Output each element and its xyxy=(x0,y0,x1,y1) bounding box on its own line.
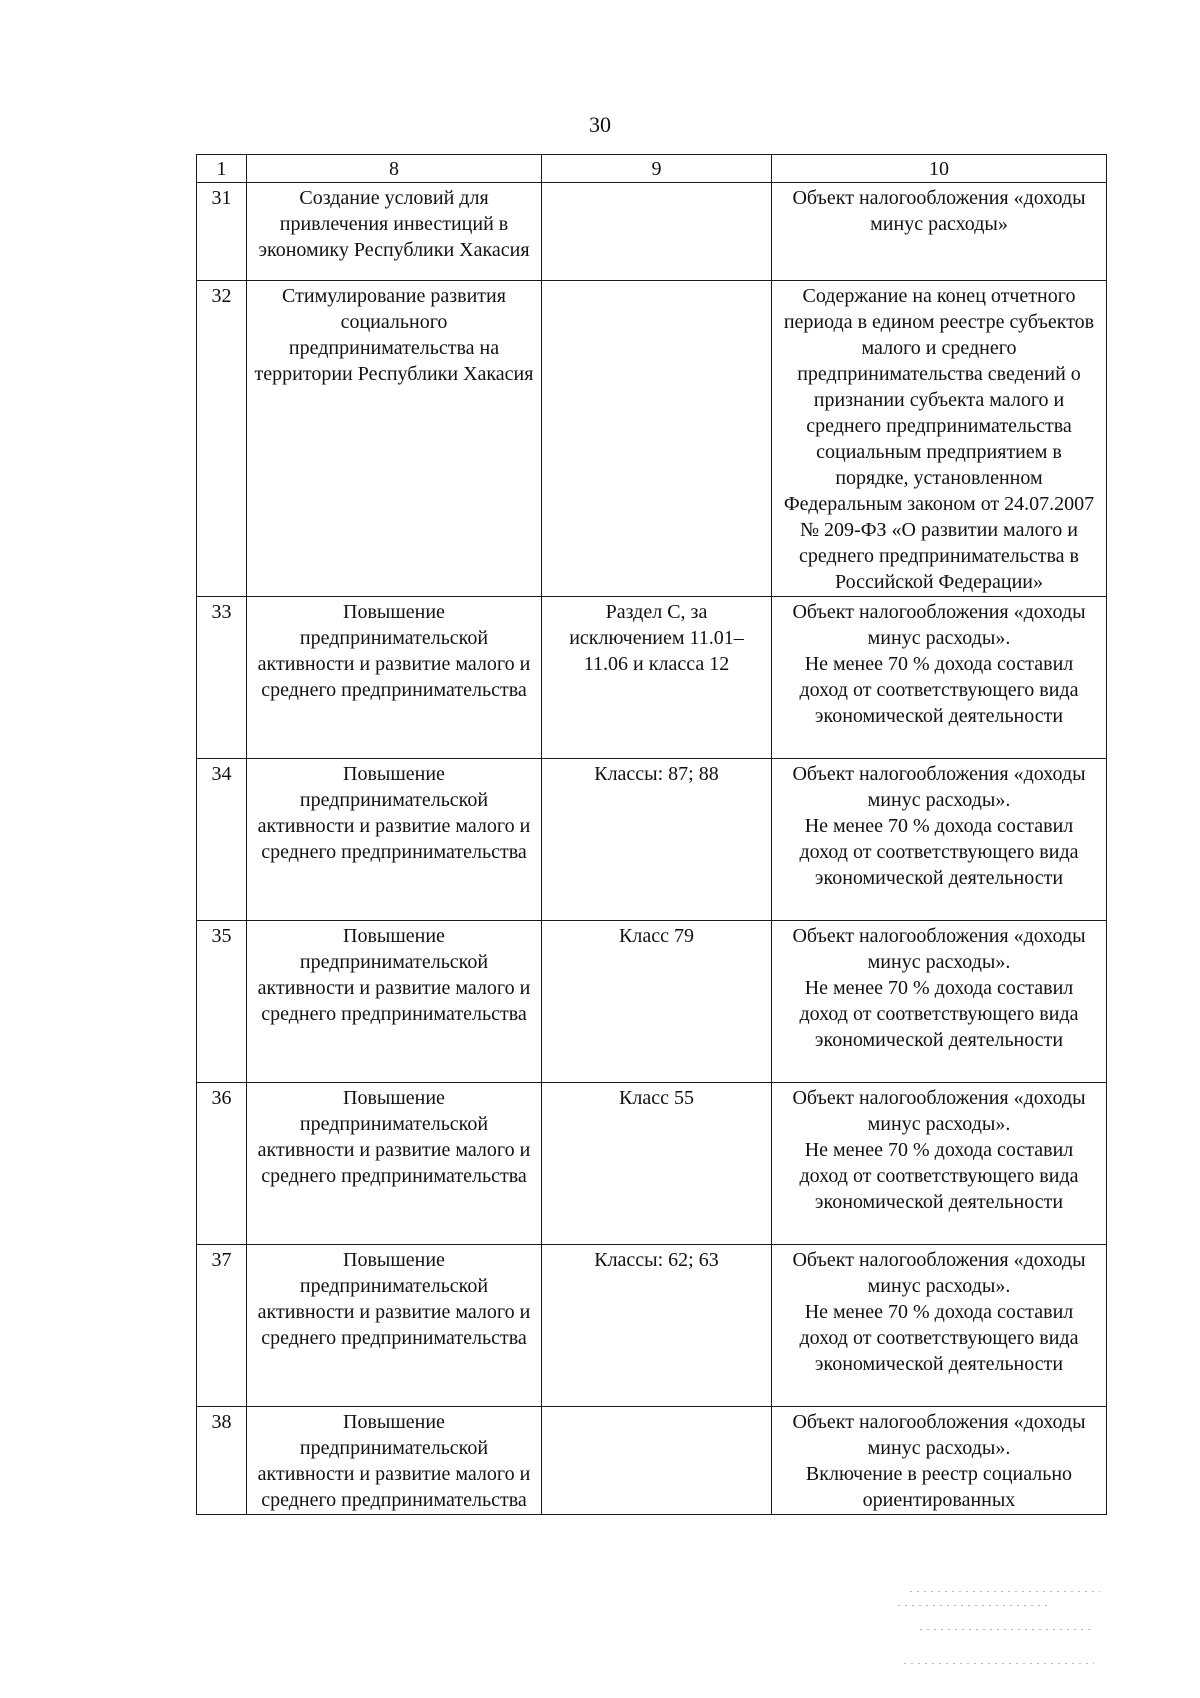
page-number: 30 xyxy=(589,112,611,137)
table-row xyxy=(197,759,1107,921)
condition-cell: Объект налогообложения «доходы минус расходы». Не менее 70 % дохода составил доход от соответствующего вида экономической деятельности xyxy=(772,597,1107,759)
scan-artifact-line xyxy=(904,1663,1094,1664)
table-header xyxy=(197,155,1107,183)
header-col-1: 1 xyxy=(197,155,247,183)
activity-goal-cell: Повышение предпринимательской активности и развитие малого и среднего предпринимательства xyxy=(247,921,542,1083)
activity-code-cell xyxy=(542,281,772,597)
condition-cell: Объект налогообложения «доходы минус расходы». Включение в реестр социально ориентированных xyxy=(772,1407,1107,1515)
header-col-10: 10 xyxy=(772,155,1107,183)
condition-cell: Объект налогообложения «доходы минус расходы» xyxy=(772,183,1107,281)
table-row xyxy=(197,921,1107,1083)
activity-code-cell: Раздел C, за исключением 11.01–11.06 и класса 12 xyxy=(542,597,772,759)
condition-cell: Объект налогообложения «доходы минус расходы». Не менее 70 % дохода составил доход от соответствующего вида экономической деятельности xyxy=(772,759,1107,921)
table-row xyxy=(197,281,1107,597)
table-row xyxy=(197,1083,1107,1245)
activity-goal-cell: Повышение предпринимательской активности и развитие малого и среднего предпринимательства xyxy=(247,1083,542,1245)
scan-artifact-line xyxy=(920,1629,1095,1630)
activity-code-cell xyxy=(542,1407,772,1515)
row-number: 34 xyxy=(197,759,247,921)
scan-artifact-line xyxy=(898,1605,1048,1606)
header-row xyxy=(197,155,1107,183)
activity-goal-cell: Стимулирование развития социального предпринимательства на территории Республики Хакасия xyxy=(247,281,542,597)
row-number: 35 xyxy=(197,921,247,1083)
activity-code-cell: Класс 79 xyxy=(542,921,772,1083)
row-number: 38 xyxy=(197,1407,247,1515)
table-row xyxy=(197,597,1107,759)
activity-code-cell: Классы: 87; 88 xyxy=(542,759,772,921)
row-number: 37 xyxy=(197,1245,247,1407)
table-row xyxy=(197,1407,1107,1515)
row-number: 31 xyxy=(197,183,247,281)
scan-artifact xyxy=(890,1585,1105,1680)
row-number: 33 xyxy=(197,597,247,759)
tax-benefit-table xyxy=(196,154,1107,1515)
scan-artifact-line xyxy=(910,1591,1100,1592)
table-body xyxy=(197,183,1107,1515)
activity-code-cell xyxy=(542,183,772,281)
activity-goal-cell: Повышение предпринимательской активности и развитие малого и среднего предпринимательства xyxy=(247,1407,542,1515)
condition-cell: Содержание на конец отчетного периода в едином реестре субъектов малого и среднего предпринимательства сведений о признании субъекта малого и среднего предпринимательства социальным предприятием в порядке, установленном Федеральным законом от 24.07.2007 № 209-ФЗ «О развитии малого и среднего предпринимательства в Российской Федерации» xyxy=(772,281,1107,597)
activity-goal-cell: Создание условий для привлечения инвестиций в экономику Республики Хакасия xyxy=(247,183,542,281)
header-col-8: 8 xyxy=(247,155,542,183)
condition-cell: Объект налогообложения «доходы минус расходы». Не менее 70 % дохода составил доход от соответствующего вида экономической деятельности xyxy=(772,921,1107,1083)
row-number: 36 xyxy=(197,1083,247,1245)
condition-cell: Объект налогообложения «доходы минус расходы». Не менее 70 % дохода составил доход от соответствующего вида экономической деятельности xyxy=(772,1245,1107,1407)
activity-code-cell: Классы: 62; 63 xyxy=(542,1245,772,1407)
condition-cell: Объект налогообложения «доходы минус расходы». Не менее 70 % дохода составил доход от соответствующего вида экономической деятельности xyxy=(772,1083,1107,1245)
header-col-9: 9 xyxy=(542,155,772,183)
activity-goal-cell: Повышение предпринимательской активности и развитие малого и среднего предпринимательства xyxy=(247,759,542,921)
row-number: 32 xyxy=(197,281,247,597)
activity-goal-cell: Повышение предпринимательской активности и развитие малого и среднего предпринимательства xyxy=(247,1245,542,1407)
activity-goal-cell: Повышение предпринимательской активности и развитие малого и среднего предпринимательства xyxy=(247,597,542,759)
table-row xyxy=(197,1245,1107,1407)
table-row xyxy=(197,183,1107,281)
activity-code-cell: Класс 55 xyxy=(542,1083,772,1245)
